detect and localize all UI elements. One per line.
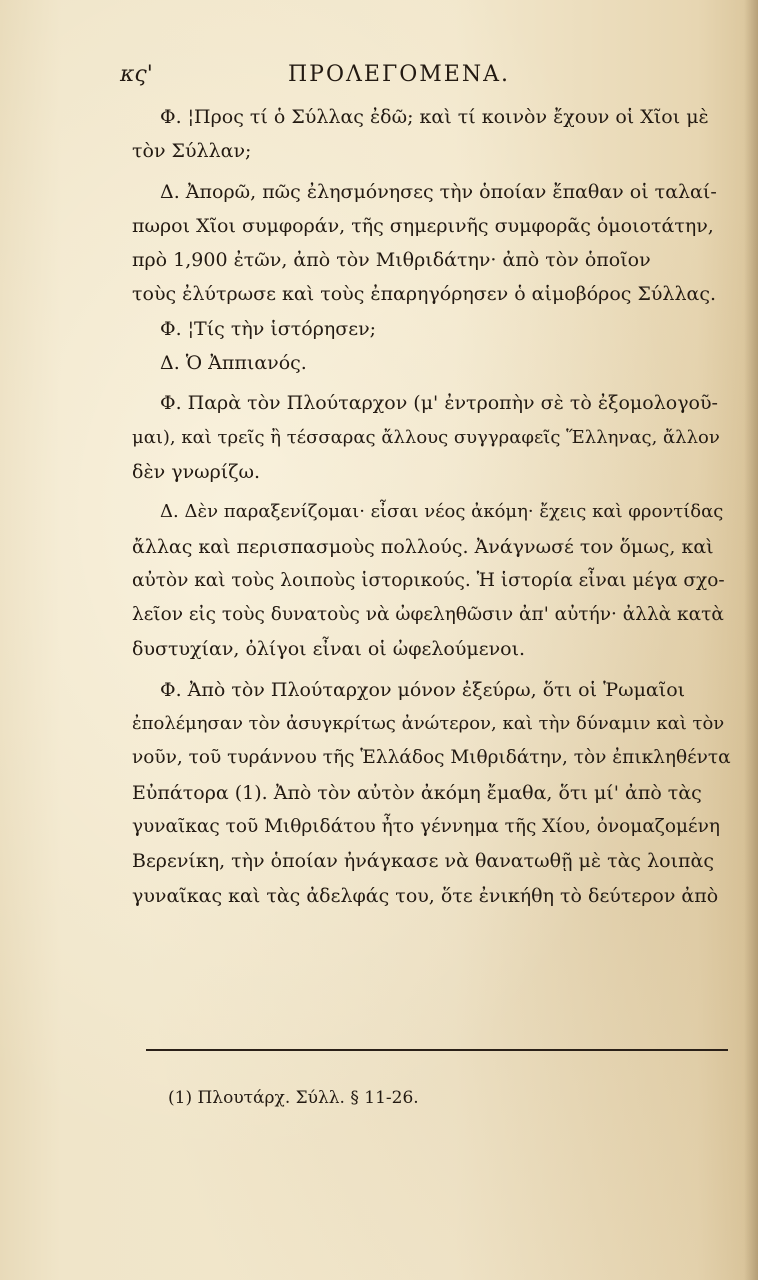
text-line: λεῖον εἰς τοὺς δυνατοὺς νὰ ὠφεληθῶσιν ἀπ' αὐτήν· ἀλλὰ κατὰ [132, 604, 724, 626]
text-line: δυστυχίαν, ὀλίγοι εἶναι οἱ ὠφελούμενοι. [132, 638, 526, 661]
text-line: Βερενίκη, τὴν ὁποίαν ἠνάγκασε νὰ θανατωθῇ μὲ τὰς λοιπὰς [132, 850, 714, 873]
text-line: πωροι Χῖοι συμφοράν, τῆς σημερινῆς συμφορᾶς ὁμοιοτάτην, [132, 214, 714, 237]
text-line: Φ. Ἀπὸ τὸν Πλούταρχον μόνον ἐξεύρω, ὅτι οἱ Ῥωμαῖοι [160, 678, 686, 701]
text-line: δὲν γνωρίζω. [132, 460, 261, 483]
text-line: Δ. Δὲν παραξενίζομαι· εἶσαι νέος ἀκόμη· ἔχεις καὶ φροντίδας [160, 501, 724, 523]
text-line: Δ. Ὁ Ἀππιανός. [160, 352, 307, 375]
text-line: τοὺς ἐλύτρωσε καὶ τοὺς ἐπαρηγόρησεν ὁ αἱμοβόρος Σύλλας. [132, 283, 717, 306]
text-line: αὐτὸν καὶ τοὺς λοιποὺς ἱστορικούς. Ἡ ἱστορία εἶναι μέγα σχο- [132, 569, 725, 591]
text-line: γυναῖκας καὶ τὰς ἀδελφάς του, ὅτε ἐνικήθη τὸ δεύτερον ἀπὸ [132, 884, 719, 907]
text-line: γυναῖκας τοῦ Μιθριδάτου ἦτο γέννημα τῆς Χίου, ὀνομαζομένη [132, 815, 720, 837]
text-line: πρὸ 1,900 ἐτῶν, ἀπὸ τὸν Μιθριδάτην· ἀπὸ τὸν ὁποῖον [132, 249, 651, 272]
text-line: Δ. Ἀπορῶ, πῶς ἐλησμόνησες τὴν ὁποίαν ἔπαθαν οἱ ταλαί- [160, 180, 717, 203]
footnote-rule [146, 1049, 728, 1051]
text-line: ἄλλας καὶ περισπασμοὺς πολλούς. Ἀνάγνωσέ τον ὅμως, καὶ [132, 535, 714, 558]
page-number: κς' [120, 62, 153, 87]
text-line: Φ. ¦Προς τί ὁ Σύλλας ἐδῶ; καὶ τί κοινὸν ἔχουν οἱ Χῖοι μὲ [160, 106, 709, 128]
text-line: τὸν Σύλλαν; [132, 140, 252, 163]
body-text [132, 100, 732, 913]
running-title: ΠΡΟΛΕΓΟΜΕΝΑ. [288, 62, 510, 87]
text-line: μαι), καὶ τρεῖς ἢ τέσσαρας ἄλλους συγγραφεῖς Ἕλληνας, ἄλλον [132, 426, 720, 448]
page-header [0, 62, 758, 92]
text-line: Φ. ¦Τίς τὴν ἱστόρησεν; [160, 317, 377, 340]
text-line: νοῦν, τοῦ τυράννου τῆς Ἑλλάδος Μιθριδάτην, τὸν ἐπικληθέντα [132, 747, 731, 769]
footnote: (1) Πλουτάρχ. Σύλλ. § 11-26. [168, 1088, 419, 1108]
text-line: ἐπολέμησαν τὸν ἀσυγκρίτως ἀνώτερον, καὶ τὴν δύναμιν καὶ τὸν [132, 713, 725, 735]
page-gutter-shadow [744, 0, 758, 1280]
text-line: Φ. Παρὰ τὸν Πλούταρχον (μ' ἐντροπὴν σὲ τὸ ἐξομολογοῦ- [160, 392, 718, 415]
text-line: Εὐπάτορα (1). Ἀπὸ τὸν αὐτὸν ἀκόμη ἔμαθα, ὅτι μί' ἀπὸ τὰς [132, 781, 702, 804]
